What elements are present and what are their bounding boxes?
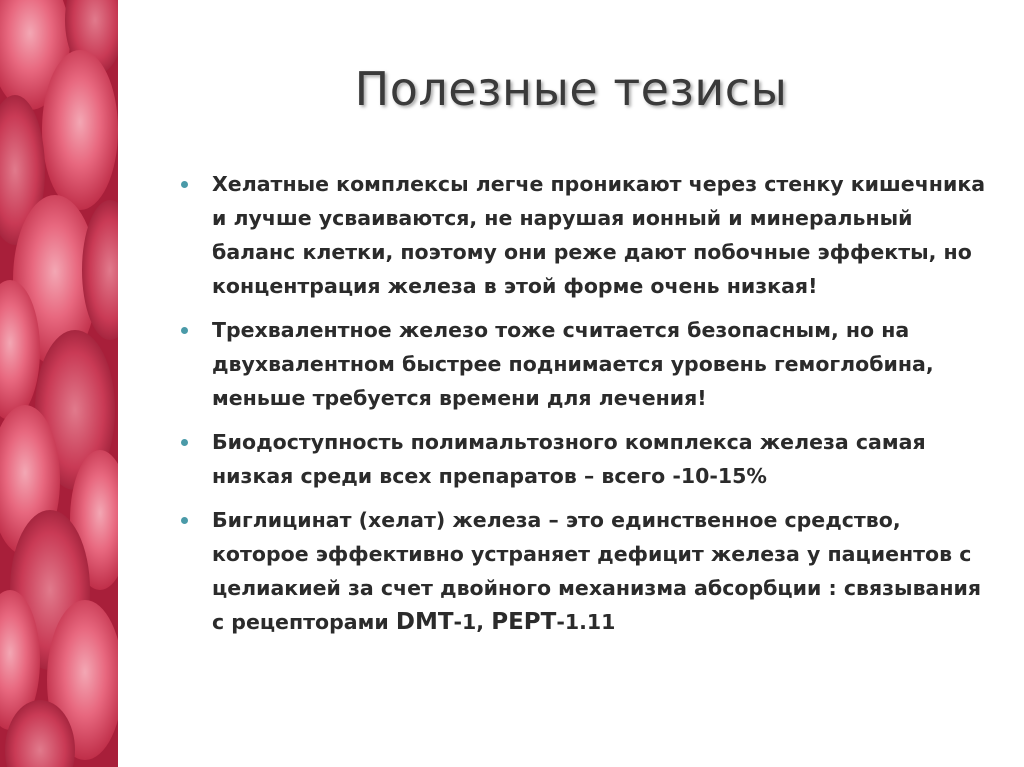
slide-title: Полезные тезисы (354, 62, 788, 116)
bullet-dot-icon (181, 327, 188, 334)
bullet-text: Хелатные комплексы легче проникают через стенку кишечника и лучше усваиваются, не нарушая ионный и минеральный баланс клетки, поэтому они реже дают побочные эффекты, но концентрация железа в этой форме очень низкая! (212, 172, 986, 298)
term-pept: PEPT (491, 609, 557, 635)
red-blood-cells-image (0, 0, 118, 767)
bullet-list (178, 167, 998, 649)
bullet-dot-icon (181, 181, 188, 188)
bullet-text-mid: -1, (453, 610, 492, 634)
bullet-item-4 (178, 503, 998, 639)
bullet-dot-icon (181, 517, 188, 524)
bullet-text-start: Биглицинат (хелат) железа – это единственное средство, которое эффективно устраняет дефицит железа у пациентов с целиакией за счет двойного механизма абсорбции : связывания с рецепторами (212, 508, 982, 634)
bullet-item-1 (178, 167, 998, 303)
bullet-text: Биодоступность полимальтозного комплекса железа самая низкая среди всех препаратов – всего -10-15% (212, 430, 926, 488)
bullet-text: Трехвалентное железо тоже считается безопасным, но на двухвалентном быстрее поднимается уровень гемоглобина, меньше требуется времени для лечения! (212, 318, 934, 410)
bullet-item-3 (178, 425, 998, 493)
term-dmt: DMT (395, 609, 454, 635)
bullet-text-end: -1.11 (556, 610, 616, 634)
bullet-dot-icon (181, 439, 188, 446)
bullet-item-2 (178, 313, 998, 415)
bullet-text (212, 508, 981, 634)
